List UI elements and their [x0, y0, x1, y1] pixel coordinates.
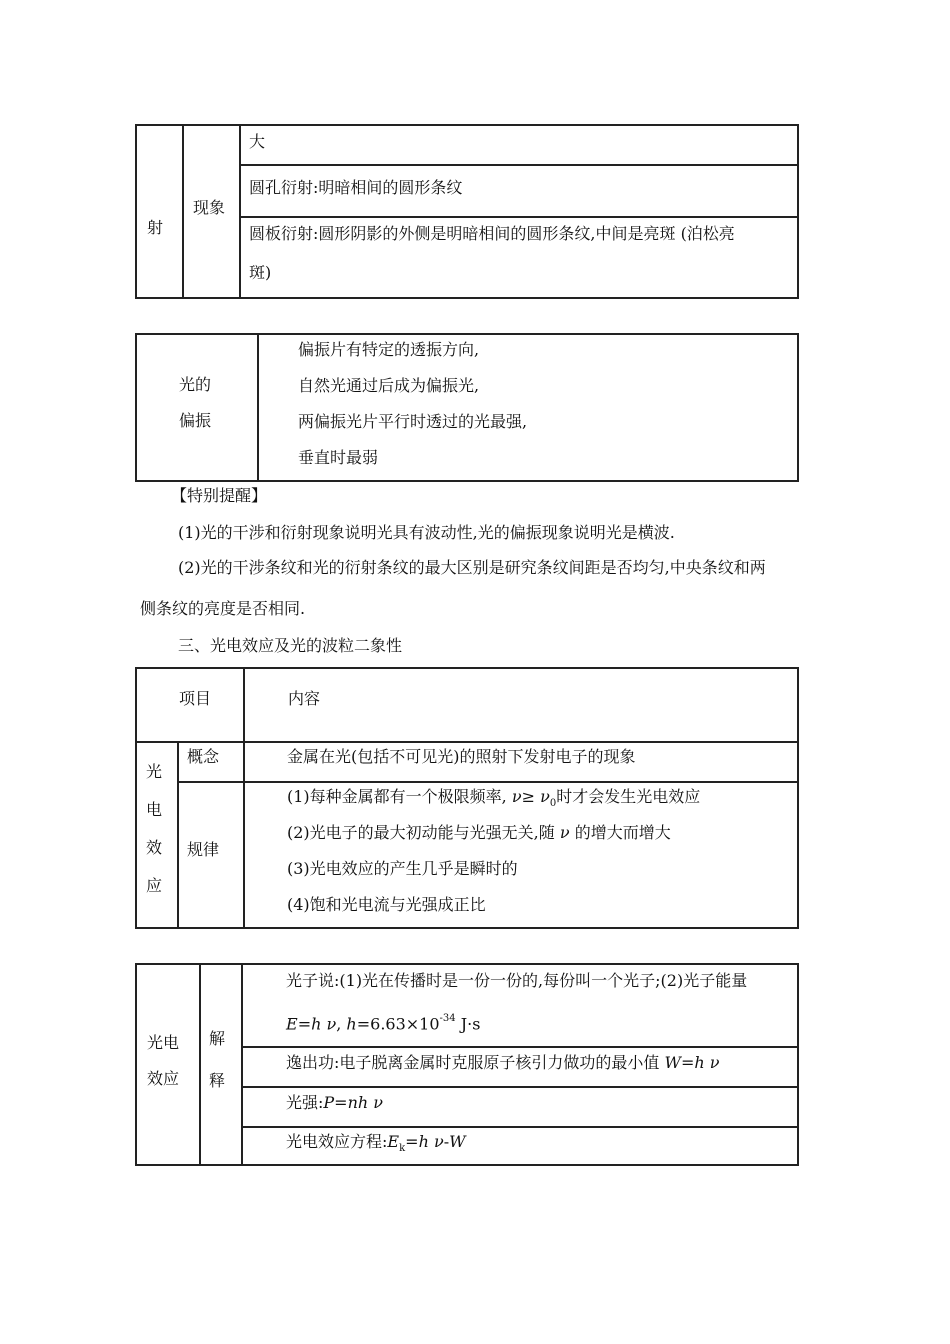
polarization-label-line1: 光的 [179, 375, 212, 394]
diffraction-row-3-line1: 圆板衍射:圆形阴影的外侧是明暗相间的圆形条纹,中间是亮斑 (泊松亮 [249, 224, 735, 243]
header-item: 项目 [179, 689, 212, 708]
side-char-2: 电 [146, 800, 163, 819]
section-title: 三、光电效应及光的波粒二象性 [178, 636, 403, 655]
phenomenon-label: 现象 [193, 198, 226, 217]
photon-line-1: 光子说:(1)光在传播时是一份一份的,每份叫一个光子;(2)光子能量 [286, 971, 748, 990]
photon-line-2: E=h ν, $h=6.63\times 10^{-34}$ J·s [286, 1013, 481, 1034]
reminder-heading: 【特别提醒】 [171, 486, 268, 505]
side-char-3: 效 [146, 838, 163, 857]
law-3: (3)光电效应的产生几乎是瞬时的 [287, 859, 518, 878]
concept-text: 金属在光(包括不可见光)的照射下发射电子的现象 [287, 747, 636, 766]
explanation-mid-line1: 解 [209, 1029, 226, 1048]
polarization-line-3: 两偏振光片平行时透过的光最强, [298, 412, 528, 431]
diffraction-row-3-line2: 斑) [249, 263, 272, 282]
polarization-line-1: 偏振片有特定的透振方向, [298, 340, 480, 359]
law-2: (2)光电子的最大初动能与光强无关,随 ν 的增大而增大 [287, 823, 671, 842]
diffraction-row-2: 圆孔衍射:明暗相间的圆形条纹 [249, 178, 463, 197]
header-content: 内容 [288, 689, 321, 708]
law-1: (1)每种金属都有一个极限频率, $\nu\ge \nu_0$时才会发生光电效应 [287, 787, 701, 810]
explanation-label-line2: 效应 [147, 1069, 180, 1088]
explanation-table [135, 963, 799, 1166]
diffraction-side-label: 射 [147, 218, 164, 237]
explanation-label-line1: 光电 [147, 1033, 180, 1052]
polarization-table [135, 333, 799, 482]
polarization-label-line2: 偏振 [179, 411, 212, 430]
reminder-item-1: (1)光的干涉和衍射现象说明光具有波动性,光的偏振现象说明光是横波. [178, 523, 675, 542]
polarization-line-4: 垂直时最弱 [298, 448, 379, 467]
photoelectric-table [135, 667, 799, 929]
reminder-item-2-line1: (2)光的干涉条纹和光的衍射条纹的最大区别是研究条纹间距是否均匀,中央条纹和两 [178, 558, 766, 577]
diffraction-table [135, 124, 799, 299]
law-4: (4)饱和光电流与光强成正比 [287, 895, 486, 914]
law-label: 规律 [187, 840, 220, 859]
work-function-line: 逸出功:电子脱离金属时克服原子核引力做功的最小值 W=h ν [286, 1053, 720, 1072]
diffraction-row-1: 大 [249, 132, 266, 151]
concept-label: 概念 [187, 747, 220, 766]
side-char-4: 应 [146, 876, 163, 895]
photoelectric-equation-line: 光电效应方程$:E_k=h$ ν-W [286, 1132, 466, 1155]
polarization-line-2: 自然光通过后成为偏振光, [298, 376, 480, 395]
side-char-1: 光 [146, 762, 163, 781]
reminder-item-2-line2: 侧条纹的亮度是否相同. [140, 599, 306, 618]
explanation-mid-line2: 释 [209, 1071, 226, 1090]
intensity-line: 光强:P=nh ν [286, 1093, 384, 1112]
